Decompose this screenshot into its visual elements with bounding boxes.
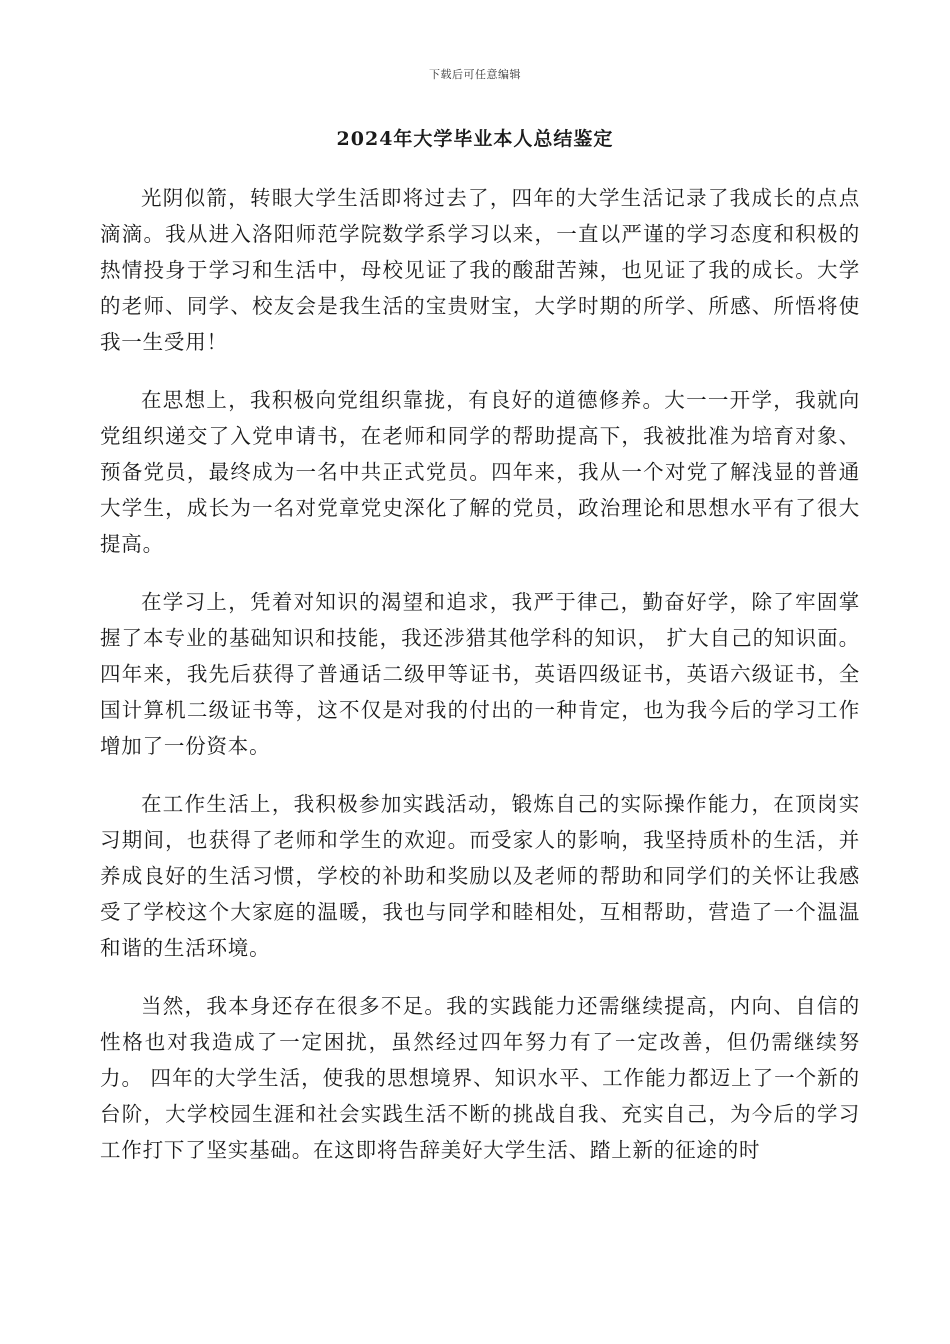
header-note: 下载后可任意编辑 [429, 68, 521, 81]
paragraph-shortcomings: 当然，我本身还存在很多不足。我的实践能力还需继续提高，内向、自信的性格也对我造成了一定困扰，虽然经过四年努力有了一定改善，但仍需继续努力。 四年的大学生活，使我的思想境界、知识水平、工作能力都迈上了一个新的台阶，大学校园生涯和社会实践生活不断的挑战自我、充实自己，为今后的学习工作打下了坚实基础。在这即将告辞美好大学生活、踏上新的征途的时 [100, 994, 860, 1162]
paragraph-study: 在学习上，凭着对知识的渴望和追求，我严于律己，勤奋好学，除了牢固掌握了本专业的基础知识和技能，我还涉猎其他学科的知识， 扩大自己的知识面。四年来，我先后获得了普通话二级甲等证书，英语四级证书，英语六级证书，全国计算机二级证书等，这不仅是对我的付出的一种肯定，也为我今后的学习工作增加了一份资本。 [100, 590, 860, 758]
paragraph-intro: 光阴似箭，转眼大学生活即将过去了，四年的大学生活记录了我成长的点点滴滴。我从进入洛阳师范学院数学系学习以来，一直以严谨的学习态度和积极的热情投身于学习和生活中，母校见证了我的酸甜苦辣，也见证了我的成长。大学的老师、同学、校友会是我生活的宝贵财宝，大学时期的所学、所感、所悟将使我一生受用！ [100, 186, 860, 354]
paragraph-ideology: 在思想上，我积极向党组织靠拢，有良好的道德修养。大一一开学，我就向党组织递交了入党申请书，在老师和同学的帮助提高下，我被批准为培育对象、预备党员，最终成为一名中共正式党员。四年来，我从一个对党了解浅显的普通大学生，成长为一名对党章党史深化了解的党员，政治理论和思想水平有了很大提高。 [100, 388, 860, 556]
paragraph-work-life: 在工作生活上，我积极参加实践活动，锻炼自己的实际操作能力，在顶岗实习期间，也获得了老师和学生的欢迎。而受家人的影响，我坚持质朴的生活，并养成良好的生活习惯，学校的补助和奖励以及老师的帮助和同学们的关怀让我感受了学校这个大家庭的温暖，我也与同学和睦相处，互相帮助，营造了一个温温和谐的生活环境。 [100, 792, 860, 960]
document-title: 2024年大学毕业本人总结鉴定 [336, 128, 614, 150]
document-body [100, 180, 860, 1190]
